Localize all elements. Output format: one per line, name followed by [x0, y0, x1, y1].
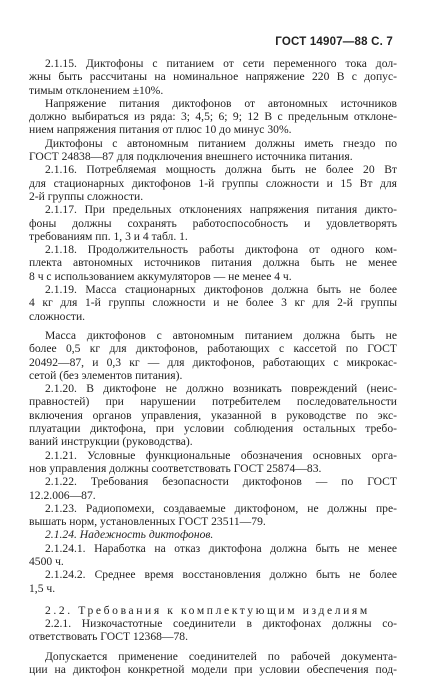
text-line: для стационарных диктофонов 1-й группы сложности и 15 Вт для — [29, 176, 397, 190]
text-line: нием напряжения питания от плюс 10 до минус 30%. — [29, 123, 292, 137]
text-line: Масса диктофонов с автономным питанием должна быть не — [45, 328, 397, 342]
text-line: фоны должны сохранять работоспособность и удовлетворять — [29, 216, 397, 230]
text-line: 2.1.24.2. Среднее время восстановления должно быть не более — [45, 568, 397, 582]
text-line: 2.1.19. Масса стационарных диктофонов должна быть не более — [45, 283, 397, 297]
paragraph-external-power-socket — [29, 137, 397, 164]
text-line: 2.2.1. Низкочастотные соединители в диктофонах должны со- — [45, 617, 397, 631]
section-heading-reliability: 2.1.24. Надежность диктофонов. — [45, 528, 214, 542]
text-line: 8 ч с использованием аккумуляторов — не менее 4 ч. — [29, 269, 292, 283]
text-line: 1,5 ч. — [29, 581, 56, 595]
text-line: 2.1.16. Потребляемая мощность должна быть не более 20 Вт — [45, 163, 397, 177]
text-line: тимым отклонением ±10%. — [29, 83, 164, 97]
text-line: Допускается применение соединителей по рабочей документа- — [45, 649, 397, 663]
text-line: 2.1.21. Условные функциональные обозначения основных орга- — [45, 448, 397, 462]
paragraph-2-1-21 — [29, 449, 397, 476]
text-line: требованиям пп. 1, 3 и 4 табл. 1. — [29, 229, 188, 243]
section-heading-components: 2.2. Требования к комплектующим изделиям — [45, 603, 370, 617]
text-line: 20492—87, и 0,3 кг — для диктофонов, работающих с микрокас- — [29, 355, 397, 369]
text-line: плекта автономных источников питания должна быть не менее — [29, 256, 397, 270]
paragraph-portable-mass — [29, 329, 397, 382]
text-line: должно выбираться из ряда: 3; 4,5; 6; 9; 12 В с предельным отклоне- — [29, 110, 397, 124]
paragraph-2-1-18 — [29, 243, 397, 283]
paragraph-2-1-22 — [29, 475, 397, 502]
page-header: ГОСТ 14907—88 С. 7 — [275, 36, 393, 48]
section-heading-2-2 — [29, 604, 397, 617]
text-line: 12.2.006—87. — [29, 488, 96, 502]
paragraph-2-1-16 — [29, 163, 397, 203]
text-line: 2-й группы сложности. — [29, 189, 144, 203]
text-line: правностей) при нарушении потребителем последовательности — [29, 395, 397, 409]
text-line: сетой (без элементов питания). — [29, 368, 183, 382]
text-line: 2.1.20. В диктофоне не должно возникать повреждений (неис- — [45, 382, 397, 396]
paragraph-2-1-24-1 — [29, 542, 397, 569]
paragraph-supply-voltage — [29, 97, 397, 137]
paragraph-2-1-15 — [29, 57, 397, 97]
paragraph-2-1-24 — [29, 528, 397, 541]
paragraph-2-1-23 — [29, 502, 397, 529]
text-line: 2.1.22. Требования безопасности диктофонов — по ГОСТ — [45, 475, 397, 489]
paragraph-2-2-1 — [29, 617, 397, 644]
text-line: 2.1.17. При предельных отклонениях напряжения питания дикто- — [45, 203, 397, 217]
text-line: 2.1.18. Продолжительность работы диктофона от одного ком- — [45, 243, 397, 257]
text-line: более 0,5 кг для диктофонов, работающих с кассетой по ГОСТ — [29, 342, 397, 356]
text-line: Напряжение питания диктофонов от автономных источников — [45, 96, 397, 110]
paragraph-2-1-24-2 — [29, 568, 397, 595]
paragraph-2-1-19 — [29, 283, 397, 323]
text-line: 4500 ч. — [29, 554, 64, 568]
text-line: Диктофоны с автономным питанием должны иметь гнездо по — [45, 136, 397, 150]
text-line: ваний инструкции (руководства). — [29, 435, 193, 449]
text-line: сложности. — [29, 309, 86, 323]
text-line: нов управления должны соответствовать ГОСТ 25874—83. — [29, 461, 322, 475]
text-line: включения органов управления, указанной в руководстве по экс- — [29, 408, 397, 422]
text-line: плуатации диктофона, при условии соблюдения остальных требо- — [29, 422, 397, 436]
text-line: ГОСТ 24838—87 для подключения внешнего источника питания. — [29, 150, 353, 164]
text-line: 2.1.23. Радиопомехи, создаваемые диктофоном, не должны пре- — [45, 501, 397, 515]
text-line: 4 кг для 1-й группы сложности и не более 3 кг для 2-й группы — [29, 296, 397, 310]
text-line: жны быть рассчитаны на номинальное напряжение 220 В с допус- — [29, 70, 397, 84]
paragraph-connectors — [29, 650, 397, 676]
text-line: вышать норм, установленных ГОСТ 23511—79. — [29, 515, 266, 529]
paragraph-2-1-17 — [29, 203, 397, 243]
paragraph-2-1-20 — [29, 382, 397, 448]
text-line: 2.1.24.1. Наработка на отказ диктофона должна быть не менее — [45, 541, 397, 555]
text-line: ции на диктофон конкретной модели при условии обеспечения под- — [29, 663, 397, 676]
text-line: ответствовать ГОСТ 12368—78. — [29, 630, 189, 644]
text-line: 2.1.15. Диктофоны с питанием от сети переменного тока дол- — [45, 57, 397, 70]
document-body — [29, 57, 397, 676]
